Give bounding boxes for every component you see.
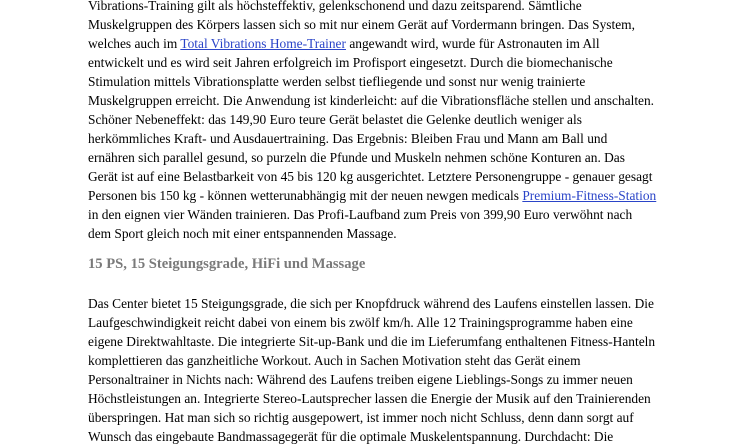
text-line: überspringen. Hat man sich so richtig ausgepowert, ist immer noch nicht Schluss, denn dann sorgt auf [88,410,634,425]
text-line: herkömmliches Kraft- und Ausdauertraining. Das Ergebnis: Bleiben Frau und Mann am Ball und [88,131,608,146]
text-line: entwickelt und es wird seit Jahren erfolgreich im Profisport eingesetzt. Durch die biomechanische [88,55,613,70]
paragraph-center-features [88,294,678,446]
text-line [88,186,678,205]
text-line: Das Center bietet 15 Steigungsgrade, die sich per Knopfdruck während des Laufens einstellen lassen. Die [88,296,654,311]
text-line: Muskelgruppen erreicht. Die Anwendung ist kinderleicht: auf die Vibrationsfläche stellen und anschalten. [88,93,655,108]
document-body [88,0,678,446]
text-line: komplettieren das ganzheitliche Workout. Auch in Sachen Motivation steht das Gerät einem [88,353,581,368]
text-line: in den eignen vier Wänden trainieren. Das Profi-Laufband zum Preis von 399,90 Euro verwöhnt nach [88,207,633,222]
text-line: ernähren sich parallel gesund, so purzeln die Pfunde und Muskeln nehmen schöne Konturen an. Das [88,150,625,165]
text-line: Vibrations-Training gilt als höchsteffektiv, gelenkschonend und dazu zeitsparend. Sämtliche [88,0,582,13]
text-segment: angewandt wird, wurde für Astronauten im All [345,36,600,51]
text-line: dem Sport gleich noch mit einer entspannenden Massage. [88,226,397,241]
section-heading: 15 PS, 15 Steigungsgrade, HiFi und Massage [88,256,366,272]
link-total-vibrations-home-trainer[interactable]: Total Vibrations Home-Trainer [180,36,346,51]
text-segment: welches auch im [88,36,181,51]
text-line: Stimulation mittels Vibrationsplatte werden selbst tiefliegende und sonst nur wenig trainierte [88,74,586,89]
paragraph-vibration-training [88,0,678,243]
text-line: Personaltrainer in Nichts nach: Während des Laufens treiben eigene Lieblings-Songs zu immer neuen [88,372,633,387]
text-line: eigene Direktwahltaste. Die integrierte Sit-up-Bank und die im Lieferumfang enthaltenen Fitness-Hanteln [88,334,656,349]
text-line: Laufgeschwindigkeit reicht dabei von einem bis zwölf km/h. Alle 12 Trainingsprogramme haben eine [88,315,633,330]
text-line: Muskelgruppen des Körpers lassen sich so mit nur einem Gerät auf Vordermann bringen. Das System, [88,17,635,32]
text-line: Schöner Nebeneffekt: das 149,90 Euro teure Gerät belastet die Gelenke deutlich weniger als [88,112,582,127]
link-premium-fitness-station[interactable]: Premium-Fitness-Station [522,188,657,203]
text-segment: Personen bis 150 kg - können wetterunabhängig mit der neuen newgen medicals [88,188,523,203]
text-line [88,34,678,53]
text-line: Wunsch das eingebaute Bandmassagegerät für die optimale Muskelentspannung. Durchdacht: Die [88,429,614,444]
text-line: Gerät ist auf eine Belastbarkeit von 45 bis 120 kg ausgerichtet. Letztere Personengruppe - genauer gesagt [88,169,653,184]
text-line: Höchstleistungen an. Integrierte Stereo-Lautsprecher lassen die Energie der Musik auf den Trainierenden [88,391,651,406]
